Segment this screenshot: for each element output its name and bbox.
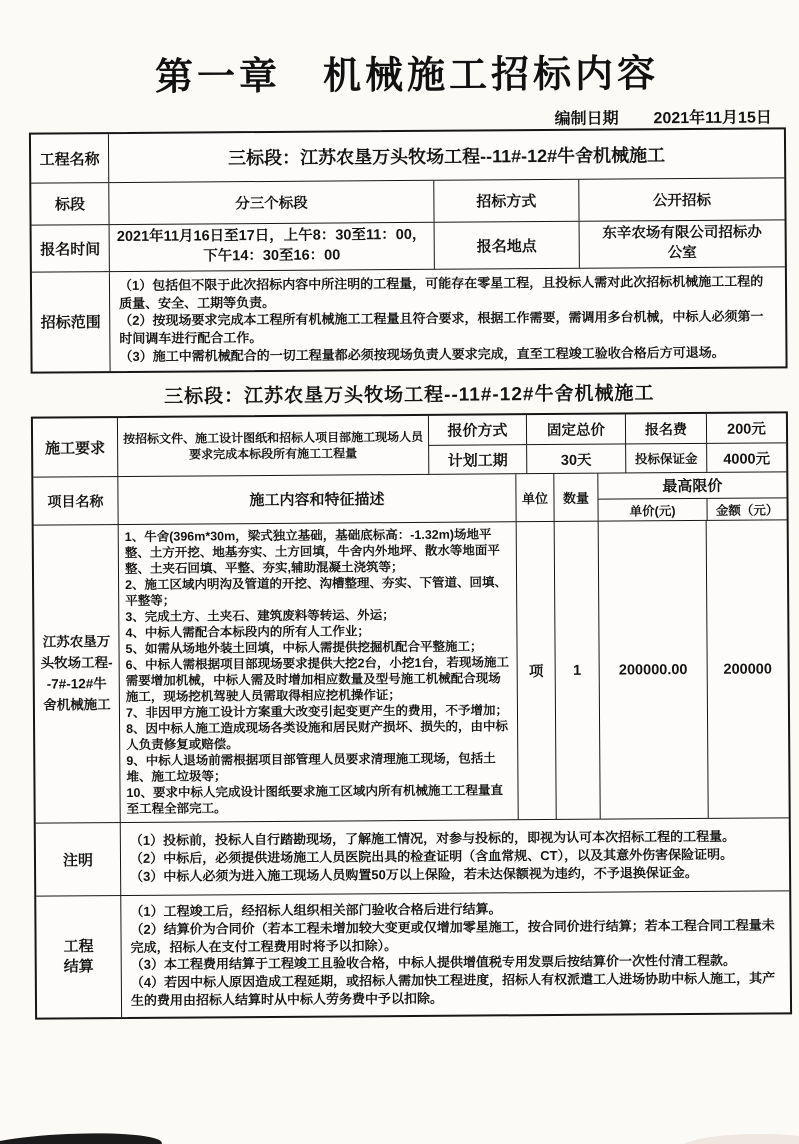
description-item: 3、完成土方、土夹石、建筑废料等转运、外运； [125, 608, 395, 625]
bid-method-label: 招标方式 [433, 180, 578, 222]
description-item: 2、施工区域内明沟及管道的开挖、沟槽整理、夯实、下管道、回填、平整等； [125, 575, 508, 609]
signup-place-label: 报名地点 [434, 222, 579, 269]
col-unit: 单位 [515, 474, 553, 521]
description-item: 10、要求中标人完成设计图纸要求施工区域内所有机械施工工程量直至工程全部完工。 [126, 783, 503, 817]
note-item: （2）中标后，必须提供进场施工人员医院出具的检查证明（含血常规、CT），以及其意外伤害保险证明。 [129, 846, 734, 866]
table-row [429, 414, 786, 445]
table-header-row [33, 472, 786, 525]
table-row [598, 498, 786, 522]
table-row [429, 442, 786, 474]
project-item-row [34, 520, 789, 823]
settlement-item: （3）本工程费用结算于工程竣工且验收合格，中标人提供增值税专用发票后按结算价一次性付清工程款。 [130, 953, 737, 973]
table-row [31, 129, 784, 182]
item-project-name: 江苏农垦万头牧场工程--7#-12#牛舍机械施工 [40, 634, 113, 713]
quote-info-block [428, 414, 786, 474]
signup-time-label: 报名时间 [40, 240, 101, 259]
table-row [32, 266, 786, 372]
project-info-table [29, 127, 788, 374]
planned-duration-label: 计划工期 [447, 451, 508, 470]
compile-date-value: 2021年11月15日 [653, 109, 772, 128]
scanned-paper [28, 0, 792, 1020]
construction-req-label: 施工要求 [45, 439, 106, 458]
signup-fee-label: 报名费 [625, 414, 706, 443]
item-description [118, 523, 518, 823]
note-row [36, 818, 789, 896]
col-project-name: 项目名称 [47, 492, 104, 510]
scope-label: 招标范围 [40, 314, 101, 332]
scope-content [109, 267, 786, 371]
note-label: 注明 [62, 852, 94, 870]
item-amount: 200000 [706, 521, 789, 819]
description-item: 6、中标人需根据项目部现场要求提供大挖2台，小挖1台，若现场施工需要增加机械，中标人需及时增加相应数量及型号施工机械配合现场施工，现场挖机驾驶人员需取得相应挖机操作证； [125, 655, 510, 705]
section-heading: 三标段：江苏农垦万头牧场工程--11#-12#牛舍机械施工 [164, 383, 655, 409]
settlement-row [36, 891, 790, 1018]
page-title: 第一章 机械施工招标内容 [154, 53, 660, 99]
item-quantity: 1 [554, 522, 600, 819]
description-item: 4、中标人需配合本标段内的所有人工作业； [125, 624, 370, 641]
scope-item: （3）施工中需机械配合的一切工程量都必须按现场负责人要求完成，直至工程竣工验收合格后方可退场。 [119, 344, 725, 364]
section-label: 标段 [54, 196, 85, 214]
item-unit: 项 [516, 522, 556, 819]
description-item: 9、中标人退场前需根据项目部管理人员要求清理施工现场，包括土堆、施工垃圾等； [126, 751, 496, 785]
project-name-label: 工程名称 [39, 150, 100, 169]
item-unit-price: 200000.00 [598, 521, 708, 819]
description-item: 5、如需从场地外装土回填，中标人需提供挖掘机配合平整施工； [125, 639, 483, 657]
settlement-label [36, 896, 121, 1018]
bid-method-value: 公开招标 [578, 178, 784, 220]
scan-edge-artifact [0, 1130, 162, 1144]
description-item: 1、牛舍(396m*30m，梁式独立基础，基础底标高：-1.32m)场地平整、土方开挖、地基夯实、土方回填，牛舍内外地坪、散水等地面平整、土夹石回填、平整、夯实,辅助混凝土浇筑等； [124, 527, 500, 577]
signup-fee-value: 200元 [706, 414, 786, 443]
description-item: 8、因中标人施工造成现场各类设施和居民财产损坏、损失的，由中标人负责修复或赔偿。 [126, 719, 509, 753]
table-row [32, 219, 785, 271]
section-value: 分三个标段 [108, 181, 433, 224]
note-item: （1）投标前，投标人自行踏勘现场，了解施工情况，对参与投标的，即视为认可本次招标工程的工程量。 [129, 829, 736, 849]
scan-smudge [679, 1134, 799, 1144]
col-amount: 金额（元） [706, 499, 786, 522]
table-row [33, 414, 786, 477]
compile-date-label: 编制日期 [554, 110, 619, 128]
max-price-header-block [597, 473, 786, 521]
col-unit-price: 单价(元) [629, 504, 676, 519]
description-item: 7、非因甲方施工设计方案重大改变引起变更产生的费用，不予增加； [125, 703, 508, 721]
quote-method-value: 固定总价 [526, 415, 625, 444]
settlement-item: （2）结算价为合同价（若本工程未增加较大变更或仅增加零星施工，按合同价进行结算；若本工程合同工程量未完成，招标人在支付工程费用时将予以扣除）。 [130, 917, 775, 955]
settlement-item: （1）工程竣工后，经招标人组织相关部门验收合格后进行结算。 [130, 901, 502, 920]
construction-req-value: 按招标文件、施工设计图纸和招标人项目部施工现场人员要求完成本标段所有施工工程量 [117, 416, 428, 476]
table-row [598, 473, 786, 499]
settlement-content [120, 892, 790, 1018]
project-name-value: 三标段：江苏农垦万头牧场工程--11#-12#牛舍机械施工 [108, 129, 784, 182]
scope-item: （1）包括但不限于此次招标内容中所注明的工程量，可能存在零星工程，且投标人需对此次招标机械施工工程的质量、安全、工期等负责。 [118, 273, 764, 311]
col-max-price: 最高限价 [662, 478, 723, 496]
bid-deposit-value: 4000元 [706, 443, 786, 472]
planned-duration-value: 30天 [526, 444, 625, 473]
signup-place-value [579, 220, 785, 267]
col-description: 施工内容和特征描述 [117, 475, 515, 525]
bid-deposit-label: 投标保证金 [625, 444, 706, 473]
table-row [31, 177, 784, 224]
settlement-item: （4）若因中标人原因造成工程延期，或招标人需加快工程进度，招标人有权派遣工人进场协助中标人施工，其产生的费用由招标人结算时从中标人劳务费中予以扣除。 [130, 970, 776, 1008]
bid-detail-table [31, 412, 792, 1020]
scope-item: （2）按现场要求完成本工程所有机械施工工程量且符合要求，根据工作需要，需调用多台机械，中标人必须第一时间调车进行配合工作。 [119, 308, 764, 347]
note-content [120, 819, 789, 896]
quote-method-label: 报价方式 [447, 422, 508, 440]
note-item: （3）中标人必须为进入施工现场人员购置50万以上保险，若未达保额视为违约，不予退换保证金。 [130, 864, 698, 884]
settlement-label-text: 工程结算 [63, 937, 94, 976]
col-quantity: 数量 [553, 474, 597, 521]
signup-place-text: 东辛农场有限公司招标办公室 [602, 224, 762, 262]
signup-time-value: 2021年11月16日至17日，上午8：30至11：00，下午14：30至16：00 [109, 223, 434, 271]
